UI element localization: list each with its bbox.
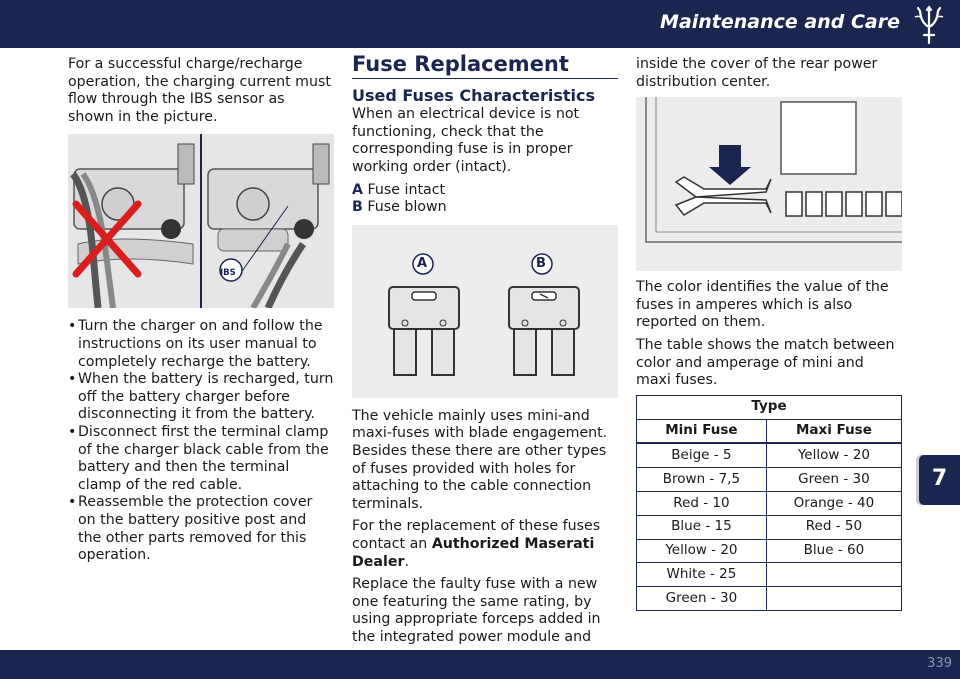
table-cell: Blue - 60 xyxy=(766,539,901,563)
table-row xyxy=(637,491,902,515)
table-cell: Red - 50 xyxy=(766,515,901,539)
charger-connection-figure xyxy=(68,134,334,308)
list-item: • Reassemble the protection cover on the battery positive post and the other parts removed for this operation. xyxy=(68,494,334,564)
table-intro-text: The table shows the match between color and amperage of mini and maxi fuses. xyxy=(636,336,895,389)
table-row xyxy=(637,539,902,563)
table-cell: Beige - 5 xyxy=(637,443,767,467)
left-column xyxy=(68,56,334,565)
legend-item-b xyxy=(352,199,618,217)
table-row xyxy=(637,443,902,467)
table-cell: White - 25 xyxy=(637,563,767,587)
legend-key: B xyxy=(352,199,363,216)
fuse-check-text: When an electrical device is not functioning, check that the corresponding fuse is in proper working order (intact). xyxy=(352,106,580,175)
dealer-text xyxy=(352,518,618,571)
table-cell: Orange - 40 xyxy=(766,491,901,515)
table-cell: Green - 30 xyxy=(637,587,767,611)
page-number: 339 xyxy=(927,656,952,671)
header-title: Maintenance and Care xyxy=(660,11,900,33)
column-header: Maxi Fuse xyxy=(766,419,901,443)
dealer-text-suffix: . xyxy=(404,553,409,570)
fuse-types-text: The vehicle mainly uses mini-and maxi-fuses with blade engagement. Besides these there are other types of fuses provided with holes for attaching to the cable connection terminals. xyxy=(352,407,608,512)
dealer-text-prefix: For the replacement of these fuses contact an xyxy=(352,518,601,552)
middle-column xyxy=(352,52,618,651)
subsection-title: Used Fuses Characteristics xyxy=(352,85,596,105)
right-column xyxy=(636,56,902,611)
section-title: Fuse Replacement xyxy=(352,56,618,79)
table-title: Type xyxy=(637,395,902,419)
table-row xyxy=(637,515,902,539)
legend-text: Fuse intact xyxy=(367,181,446,198)
forceps-figure xyxy=(636,97,902,271)
table-row xyxy=(637,468,902,492)
chapter-tab: 7 xyxy=(919,455,960,505)
table-row xyxy=(637,563,902,587)
legend-text: Fuse blown xyxy=(367,199,447,216)
list-item: • Turn the charger on and follow the instructions on its user manual to completely recharge the battery. xyxy=(68,318,334,371)
legend-key: A xyxy=(352,181,363,198)
fuse-table xyxy=(636,395,902,611)
distribution-center-text: inside the cover of the rear power distribution center. xyxy=(636,56,878,90)
table-row xyxy=(637,587,902,611)
replace-fuse-text: Replace the faulty fuse with a new one featuring the same rating, by using appropriate forceps added in the integrated power module and xyxy=(352,576,601,645)
list-item: • Disconnect first the terminal clamp of the charger black cable from the battery and then the terminal clamp of the red cable. xyxy=(68,424,334,494)
table-cell xyxy=(766,587,901,611)
legend-item-a xyxy=(352,182,618,200)
table-cell: Yellow - 20 xyxy=(637,539,767,563)
figure-label-b: B xyxy=(536,255,546,271)
color-value-text: The color identifies the value of the fuses in amperes which is also reported on them. xyxy=(636,279,889,331)
table-cell: Blue - 15 xyxy=(637,515,767,539)
fuse-figure xyxy=(352,225,618,398)
list-item: • When the battery is recharged, turn off the battery charger before disconnecting it from the battery. xyxy=(68,371,334,424)
table-cell: Brown - 7,5 xyxy=(637,468,767,492)
table-cell: Red - 10 xyxy=(637,491,767,515)
table-cell xyxy=(766,563,901,587)
fuse-illustration xyxy=(352,225,618,398)
charger-steps-list xyxy=(68,318,334,564)
figure-label-a: A xyxy=(417,255,428,271)
page-footer xyxy=(0,650,960,679)
dealer-name: Authorized Maserati Dealer xyxy=(352,535,595,570)
table-cell: Yellow - 20 xyxy=(766,443,901,467)
table-cell: Green - 30 xyxy=(766,468,901,492)
ibs-label: IBS xyxy=(220,268,236,279)
trident-logo-icon xyxy=(912,5,946,45)
charge-intro-text: For a successful charge/recharge operation, the charging current must flow through the IBS sensor as shown in the picture. xyxy=(68,56,331,125)
forceps-illustration xyxy=(636,97,902,271)
battery-clamp-illustration xyxy=(68,134,334,308)
column-header: Mini Fuse xyxy=(637,419,767,443)
page-header xyxy=(0,0,960,48)
